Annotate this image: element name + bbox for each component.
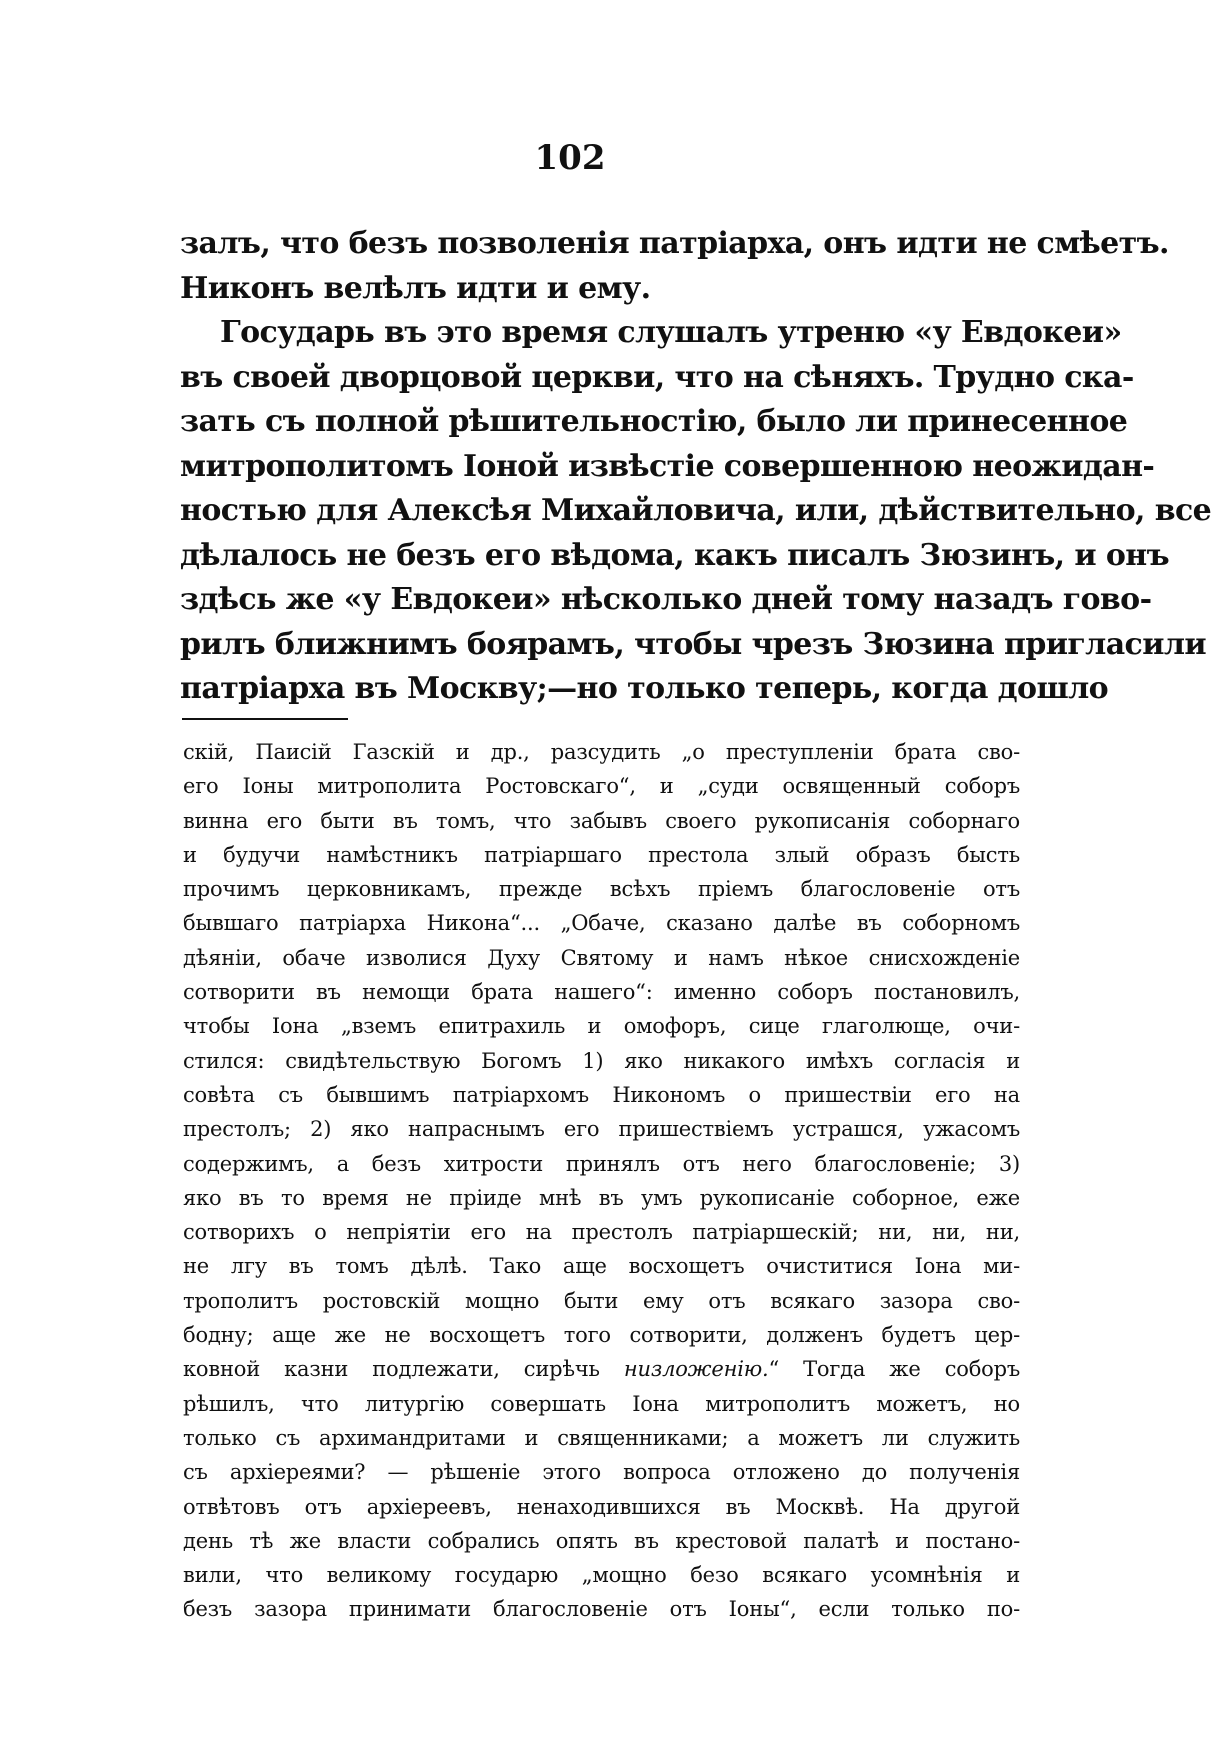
footnote-divider — [182, 718, 348, 720]
main-text-line: здѣсь же «у Евдокеи» нѣсколько дней тому назадъ гово- — [180, 582, 1152, 617]
footnote-line: трополитъ ростовскій мощно быти ему отъ всякаго зазора сво- — [183, 1288, 1020, 1313]
page-number: 102 — [534, 138, 606, 178]
main-text-line: патріарха въ Москву;—но только теперь, когда дошло — [180, 671, 1109, 706]
footnote-text — [183, 735, 1020, 1627]
footnote-line: стился: свидѣтельствую Богомъ 1) яко никакого имѣхъ согласія и — [183, 1048, 1020, 1073]
main-text-line: залъ, что безъ позволенія патріарха, онъ идти не смѣетъ. — [180, 226, 1169, 261]
main-text-line: Никонъ велѣлъ идти и ему. — [180, 270, 651, 306]
footnote-line: съ архіереями? — рѣшеніе этого вопроса отложено до полученія — [183, 1460, 1020, 1485]
main-text-line: зать съ полной рѣшительностію, было ли принесенное — [180, 404, 1128, 439]
footnote-line: его Іоны митрополита Ростовскаго“, и „суди освященный соборъ — [183, 774, 1020, 799]
footnote-line: бодну; аще же не восхощетъ того сотворити, долженъ будетъ цер- — [183, 1323, 1020, 1348]
main-text-line: ностью для Алексѣя Михайловича, или, дѣйствительно, все — [180, 493, 1211, 528]
footnote-line: скій, Паисій Газскій и др., разсудить „о преступленіи брата сво- — [183, 740, 1020, 764]
footnote-line: не лгу въ томъ дѣлѣ. Тако аще восхощетъ очиститися Іона ми- — [183, 1254, 1020, 1279]
footnote-text-segment: ковной казни подлежати, сирѣчь — [183, 1357, 624, 1382]
footnote-line: яко въ то время не пріиде мнѣ въ умъ рукописаніе соборное, еже — [183, 1185, 1020, 1210]
footnote-line: безъ зазора принимати благословеніе отъ Іоны“, если только по- — [183, 1597, 1020, 1622]
main-text-line: въ своей дворцовой церкви, что на сѣняхъ. Трудно ска- — [180, 359, 1134, 395]
footnote-line: чтобы Іона „вземъ епитрахиль и омофоръ, сице глаголюще, очи- — [183, 1014, 1020, 1039]
footnote-line: содержимъ, а безъ хитрости принялъ отъ него благословеніе; 3) — [183, 1151, 1020, 1176]
footnote-italic-word: низложенію. — [623, 1357, 769, 1382]
footnote-text-segment: “ Тогда же соборъ — [768, 1357, 1020, 1382]
footnote-line: и будучи намѣстникъ патріаршаго престола злый образъ бысть — [183, 842, 1020, 867]
footnote-line: винна его быти въ томъ, что забывъ своего рукописанія соборнаго — [183, 808, 1020, 833]
main-text-line: митрополитомъ Іоной извѣстіе совершенною неожидан- — [180, 448, 1155, 484]
main-text-line: дѣлалось не безъ его вѣдома, какъ писалъ Зюзинъ, и онъ — [180, 537, 1170, 573]
main-text — [180, 222, 1211, 712]
footnote-line: дѣяніи, обаче изволися Духу Святому и намъ нѣкое снисхожденіе — [183, 945, 1020, 970]
footnote-line: день тѣ же власти собрались опять въ крестовой палатѣ и постано- — [183, 1528, 1020, 1553]
footnote-line: рѣшилъ, что литургію совершать Іона митрополитъ можетъ, но — [183, 1391, 1020, 1416]
footnote-line-with-italic — [183, 1352, 1020, 1386]
main-text-line: Государь въ это время слушалъ утреню «у Евдокеи» — [220, 315, 1122, 350]
main-text-line: рилъ ближнимъ боярамъ, чтобы чрезъ Зюзина пригласили — [180, 626, 1207, 662]
footnote-line: бывшаго патріарха Никона“... „Обаче, сказано далѣе въ соборномъ — [183, 911, 1020, 936]
footnote-line: сотворихъ о непріятіи его на престолъ патріаршескій; ни, ни, ни, — [183, 1220, 1020, 1245]
footnote-line: отвѣтовъ отъ архіереевъ, ненаходившихся въ Москвѣ. На другой — [183, 1494, 1020, 1519]
footnote-line: престолъ; 2) яко напраснымъ его пришествіемъ устрашся, ужасомъ — [183, 1117, 1020, 1142]
footnote-line: вили, что великому государю „мощно безо всякаго усомнѣнія и — [183, 1563, 1020, 1588]
footnote-line: сотворити въ немощи брата нашего“: именно соборъ постановилъ, — [183, 980, 1020, 1005]
footnote-line: прочимъ церковникамъ, прежде всѣхъ пріемъ благословеніе отъ — [183, 877, 1020, 902]
footnote-line: только съ архимандритами и священниками; а можетъ ли служить — [183, 1425, 1020, 1450]
footnote-line: совѣта съ бывшимъ патріархомъ Никономъ о пришествіи его на — [183, 1082, 1020, 1107]
